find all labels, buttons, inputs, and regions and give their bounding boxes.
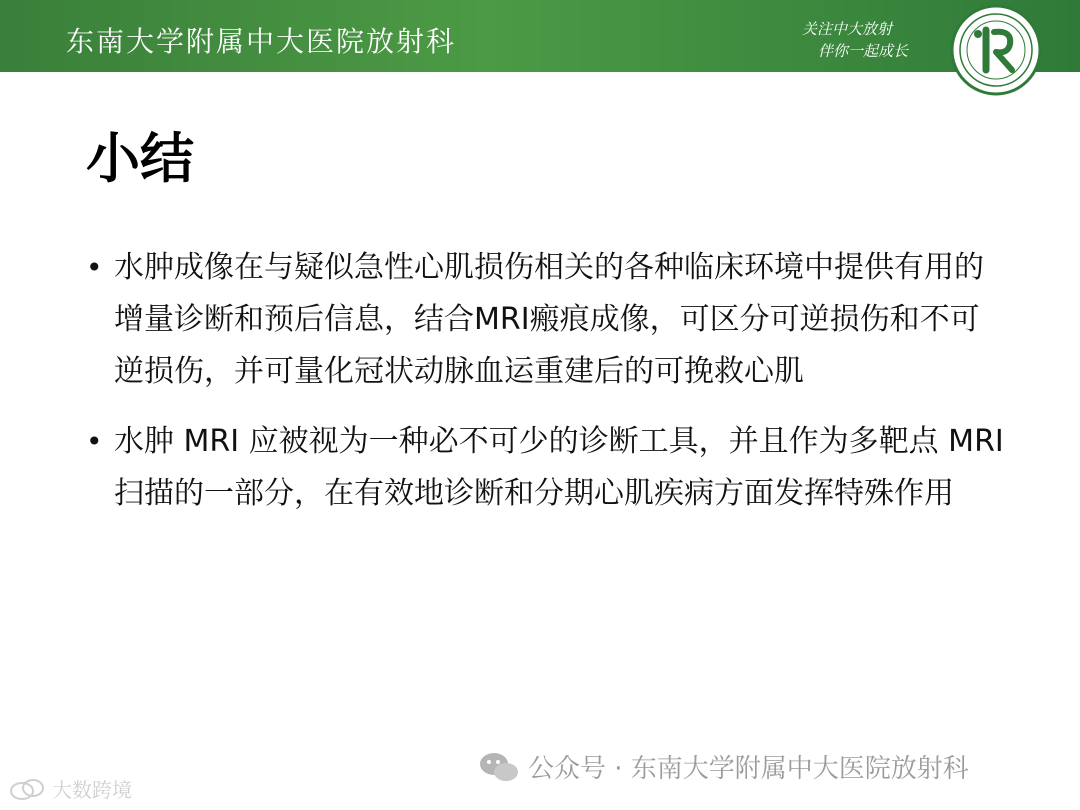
wechat-icon [478,750,520,784]
corner-watermark-text: 大数跨境 [52,778,132,802]
bullet-text: 水肿成像在与疑似急性心肌损伤相关的各种临床环境中提供有用的增量诊断和预后信息，结合MRI瘢痕成像，可区分可逆损伤和不可逆损伤，并可量化冠状动脉血运重建后的可挽救心肌 [114,250,984,389]
bullet-text: 水肿 MRI 应被视为一种必不可少的诊断工具，并且作为多靶点 MRI 扫描的一部分，在有效地诊断和分期心肌疾病方面发挥特殊作用 [114,424,1004,511]
bullet-dot: • [86,425,103,458]
corner-watermark [8,774,132,803]
header-slogan [802,18,908,62]
bullet-list [84,242,1004,538]
slogan-line-1: 关注中大放射 [801,20,892,38]
bullet-item [84,242,1004,398]
bullet-item [84,416,1004,520]
footer-watermark [478,748,969,785]
slogan-line-2: 伴你一起成长 [817,42,908,60]
header-banner [0,0,1080,72]
hospital-logo-icon [950,4,1042,96]
bullet-dot: • [86,251,103,284]
header-title: 东南大学附属中大医院放射科 [66,25,457,58]
cloud-icon [8,776,48,802]
slide-title: 小结 [86,127,194,190]
watermark-text: 公众号 · 东南大学附属中大医院放射科 [528,754,969,784]
